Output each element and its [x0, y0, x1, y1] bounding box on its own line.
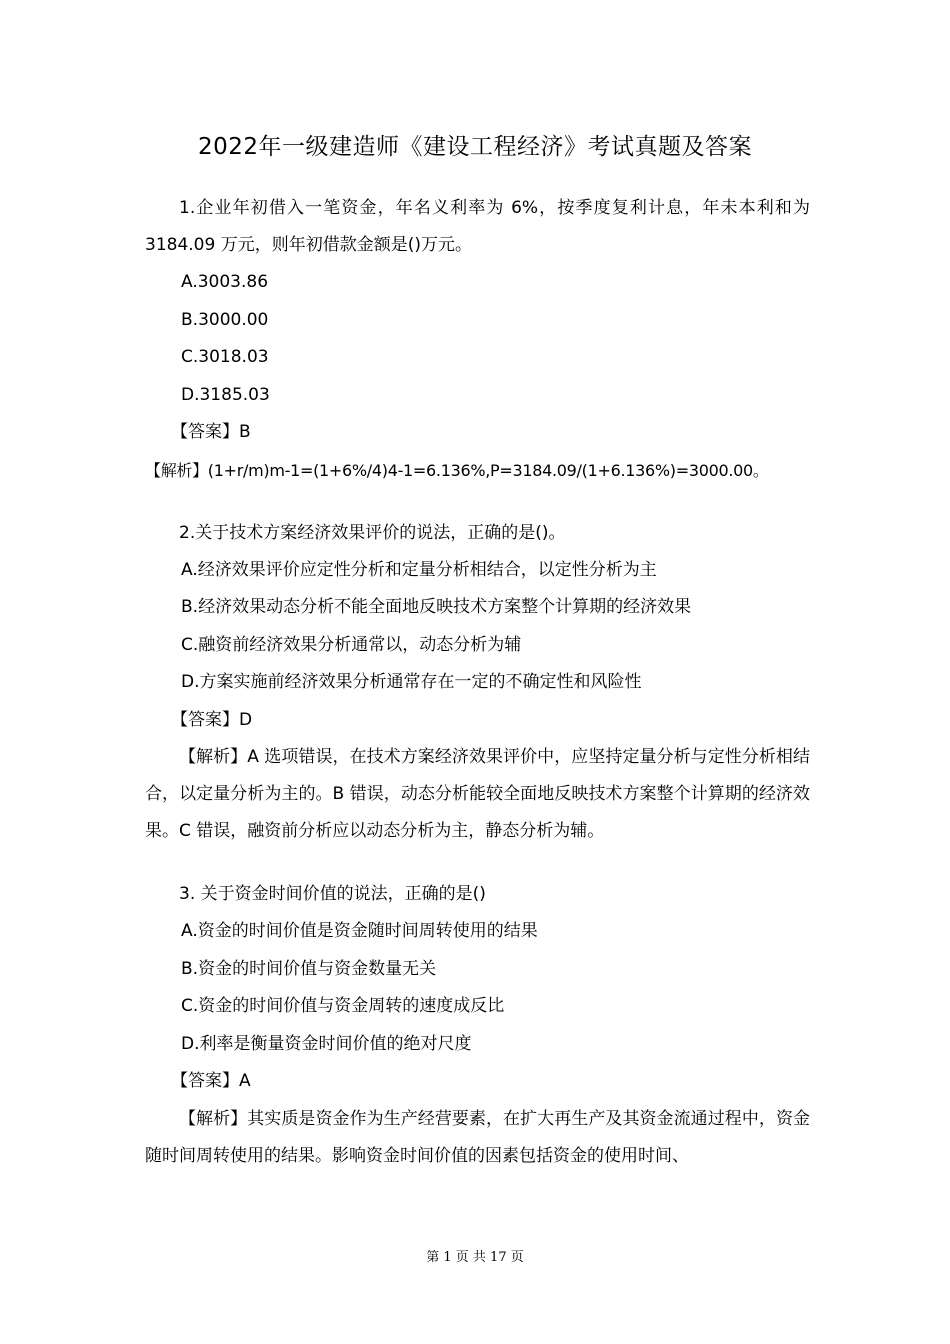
question-stem: 3. 关于资金时间价值的说法，正确的是(): [179, 884, 486, 904]
option-a: A.经济效果评价应定性分析和定量分析相结合，以定性分析为主: [181, 559, 657, 580]
option-c: C.资金的时间价值与资金周转的速度成反比: [181, 996, 505, 1016]
answer: 【答案】D: [171, 709, 253, 730]
analysis: 【解析】其实质是资金作为生产经营要素，在扩大再生产及其资金流通过程中，资金随时间周转使用的结果。影响资金时间价值的因素包括资金的使用时间、: [145, 1108, 810, 1166]
option-a: A.资金的时间价值是资金随时间周转使用的结果: [181, 921, 538, 941]
option-c: C.3018.03: [181, 347, 269, 367]
option-b: B.资金的时间价值与资金数量无关: [181, 958, 437, 979]
option-d: D.方案实施前经济效果分析通常存在一定的不确定性和风险性: [181, 672, 642, 692]
option-a: A.3003.86: [181, 272, 269, 292]
question-stem: 1.企业年初借入一笔资金，年名义利率为 6%，按季度复利计息，年未本利和为 3184.09 万元，则年初借款金额是()万元。: [145, 198, 810, 255]
option-d: D.利率是衡量资金时间价值的绝对尺度: [181, 1033, 472, 1054]
option-c: C.融资前经济效果分析通常以，动态分析为辅: [181, 634, 522, 655]
question-1: [145, 190, 810, 489]
page-number-footer: 第 1 页 共 17 页: [426, 1250, 524, 1265]
question-3: [145, 876, 810, 1175]
question-2: [145, 515, 810, 851]
analysis: 【解析】A 选项错误，在技术方案经济效果评价中，应坚持定量分析与定性分析相结合，以定量分析为主的。B 错误，动态分析能较全面地反映技术方案整个计算期的经济效果。C 错误，融资前分析应以动态分析为主，静态分析为辅。: [145, 747, 810, 841]
answer: 【答案】A: [171, 1071, 251, 1091]
question-stem: 2.关于技术方案经济效果评价的说法，正确的是()。: [179, 522, 566, 543]
document-body: [145, 190, 810, 1201]
answer: 【答案】B: [171, 422, 251, 442]
option-b: B.3000.00: [181, 309, 269, 330]
option-d: D.3185.03: [181, 384, 270, 405]
analysis: 【解析】(1+r/m)m-1=(1+6%/4)4-1=6.136%,P=3184.09/(1+6.136%)=3000.00。: [145, 460, 769, 480]
option-b: B.经济效果动态分析不能全面地反映技术方案整个计算期的经济效果: [181, 597, 692, 617]
document-title: 2022年一级建造师《建设工程经济》考试真题及答案: [197, 134, 753, 160]
